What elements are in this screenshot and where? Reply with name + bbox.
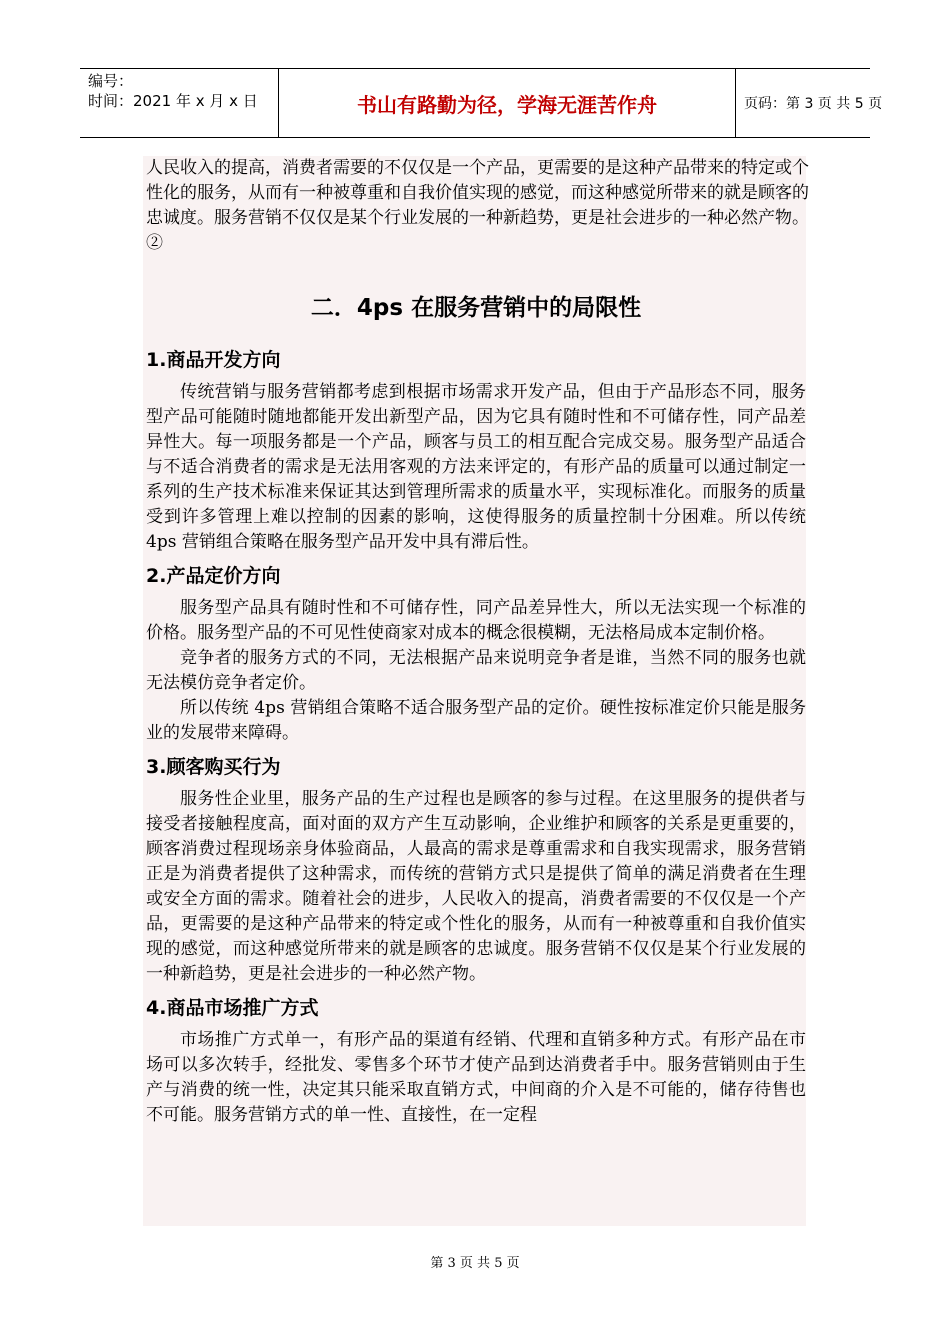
intro-paragraph: 人民收入的提高，消费者需要的不仅仅是一个产品，更需要的是这种产品带来的特定或个性化的服务，从而有一种被尊重和自我价值实现的感觉，而这种感觉所带来的就是顾客的忠诚度。服务营销不仅仅是某个行业发展的一种新趋势，更是社会进步的一种必然产物。②: [146, 158, 809, 253]
document-body: [146, 156, 809, 1128]
paragraph-pricing-3: 所以传统 4ps 营销组合策略不适合服务型产品的定价。硬性按标准定价只能是服务业的发展带来障碍。: [146, 698, 806, 743]
paragraph-pricing-1: 服务型产品具有随时性和不可储存性，同产品差异性大，所以无法实现一个标准的价格。服务型产品的不可见性使商家对成本的概念很模糊，无法格局成本定制价格。: [146, 598, 806, 643]
header-motto: 书山有路勤为径，学海无涯苦作舟: [278, 69, 736, 137]
section-title: 二．4ps 在服务营销中的局限性: [310, 295, 642, 321]
paragraph-customer-behavior: 服务性企业里，服务产品的生产过程也是顾客的参与过程。在这里服务的提供者与接受者接触程度高，面对面的双方产生互动影响，企业维护和顾客的关系是更重要的，顾客消费过程现场亲身体验商品，人最高的需求是尊重需求和自我实现需求，服务营销正是为消费者提供了这种需求，而传统的营销方式只是提供了简单的满足消费者在生理或安全方面的需求。随着社会的进步，人民收入的提高，消费者需要的不仅仅是一个产品，更需要的是这种产品带来的特定或个性化的服务，从而有一种被尊重和自我价值实现的感觉，而这种感觉所带来的就是顾客的忠诚度。服务营销不仅仅是某个行业发展的一种新趋势，更是社会进步的一种必然产物。: [146, 789, 806, 984]
page-header: [80, 68, 883, 138]
subsection-heading-pricing: 2.产品定价方向: [146, 565, 281, 587]
subsection-heading-customer-behavior: 3.顾客购买行为: [146, 756, 281, 778]
paragraph-pricing-2: 竞争者的服务方式的不同，无法根据产品来说明竞争者是谁，当然不同的服务也就无法模仿竞争者定价。: [146, 648, 806, 693]
paragraph-product-development: 传统营销与服务营销都考虑到根据市场需求开发产品，但由于产品形态不同，服务型产品可能随时随地都能开发出新型产品，因为它具有随时性和不可储存性，同产品差异性大。每一项服务都是一个产品，顾客与员工的相互配合完成交易。服务型产品适合与不适合消费者的需求是无法用客观的方法来评定的，有形产品的质量可以通过制定一系列的生产技术标准来保证其达到管理所需求的质量水平，实现标准化。而服务的质量受到许多管理上难以控制的因素的影响，这使得服务的质量控制十分困难。所以传统 4ps 营销组合策略在服务型产品开发中具有滞后性。: [146, 382, 806, 552]
subsection-heading-market-promotion: 4.商品市场推广方式: [146, 997, 319, 1019]
page-footer: 第 3 页 共 5 页: [430, 1256, 520, 1271]
document-date-label: 时间：2021 年 x 月 x 日: [88, 92, 258, 110]
document-number-label: 编号：: [88, 72, 134, 90]
header-meta: [80, 69, 278, 137]
subsection-heading-product-development: 1.商品开发方向: [146, 349, 281, 371]
header-page-number: 页码：第 3 页 共 5 页: [744, 96, 883, 112]
paragraph-market-promotion: 市场推广方式单一，有形产品的渠道有经销、代理和直销多种方式。有形产品在市场可以多次转手，经批发、零售多个环节才使产品到达消费者手中。服务营销则由于生产与消费的统一性，决定其只能采取直销方式，中间商的介入是不可能的，储存待售也不可能。服务营销方式的单一性、直接性，在一定程: [146, 1030, 806, 1125]
